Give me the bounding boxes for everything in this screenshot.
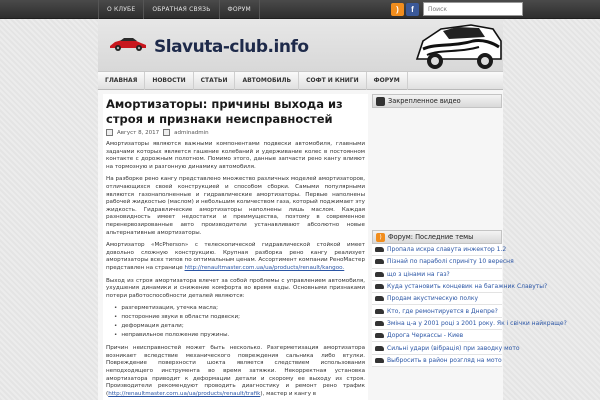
article-paragraph-1: Амортизаторы являются важными компонентами подвески автомобиля, главными задачами которых является гашение колебаний и удерживание колес в постоянном контакте с дорожным полотном. Помимо этого, данные запчасти рено кангу влияют на тормозную и разгонную динамику автомобиля. <box>106 141 365 170</box>
symptoms-list <box>114 304 365 340</box>
pinned-video-area[interactable] <box>372 108 502 230</box>
main-nav <box>98 71 503 90</box>
facebook-icon[interactable]: f <box>406 3 419 16</box>
topic-link[interactable]: Пропала искра славута инжектор 1.2 <box>387 246 507 254</box>
list-item[interactable] <box>372 281 548 293</box>
article-meta <box>106 129 365 136</box>
nav-news[interactable]: НОВОСТИ <box>145 72 193 90</box>
rss-icon[interactable]: ) <box>376 233 385 242</box>
calendar-icon <box>106 129 113 136</box>
car-icon <box>375 272 384 277</box>
site-title[interactable]: Slavuta-club.info <box>154 37 309 57</box>
car-icon <box>375 333 384 338</box>
pinned-video-header <box>372 94 502 108</box>
topic-link[interactable]: Зміна ц-а у 2001 році з 2001 року. Як і свічки найкраще? <box>387 319 567 327</box>
topic-link[interactable]: Сильні удари (вібрація) при заводку мото <box>387 344 520 352</box>
site-header <box>98 19 503 71</box>
top-bar <box>0 0 600 19</box>
rss-icon[interactable]: ) <box>391 3 404 16</box>
paragraph-3-text: Амортизатор «McPherson» с телескопической гидравлической стойкой имеет довольно сложную конструкцию. Крупная разборка рено кангу реализует амортизаторы всех типов по оптимальным ценам. Ассортимент компании РеноМастер представлен на странице <box>106 242 365 271</box>
top-nav <box>98 0 260 19</box>
list-item: • посторонние звуки в области подвески; <box>114 313 365 322</box>
renaultmaster-trafik-link[interactable]: http://renaultmaster.com.ua/ua/products/renault/trafik <box>108 390 261 397</box>
content-area <box>98 90 567 400</box>
sidebar <box>372 94 567 367</box>
article <box>103 94 368 400</box>
nav-home[interactable]: ГЛАВНАЯ <box>98 72 145 90</box>
nav-articles[interactable]: СТАТЬИ <box>194 72 236 90</box>
topic-link[interactable]: що з цінами на газ? <box>387 270 450 278</box>
list-item[interactable] <box>372 342 520 354</box>
nav-car[interactable]: АВТОМОБИЛЬ <box>235 72 299 90</box>
topnav-feedback[interactable]: ОБРАТНАЯ СВЯЗЬ <box>144 0 219 19</box>
list-item: • деформация детали; <box>114 322 365 331</box>
car-icon <box>375 284 384 289</box>
list-item[interactable] <box>372 293 502 305</box>
car-icon <box>375 346 384 351</box>
car-icon <box>375 296 384 301</box>
article-paragraph-4: Выход из строя амортизатора влечет за собой проблемы с управлением автомобиля, ухудшения динамики и снижение комфорта во время езды. Основными признаками потери работоспособности деталей являются: <box>106 277 365 299</box>
topic-link[interactable]: Выбросить в район розгляд на мото <box>387 356 502 364</box>
list-item[interactable] <box>372 244 507 256</box>
search-input[interactable] <box>423 2 523 16</box>
article-paragraph-3 <box>106 242 365 272</box>
car-icon <box>375 259 384 264</box>
renaultmaster-kangoo-link[interactable]: http://renaultmaster.com.ua/ua/products/renault/kangoo. <box>184 264 345 271</box>
article-title[interactable]: Амортизаторы: причины выхода из строя и признаки неисправностей <box>106 97 343 126</box>
article-date: Август 8, 2017 <box>117 129 160 136</box>
car-icon <box>375 321 384 326</box>
paragraph-5-text: Причин неисправностей может быть несколько. Разгерметизация амортизатора возникает вследствие механического повреждения сальника либо втулки. Повреждение поверхности шокта является следствием использования неподходящего инструмента во время затяжки. Некорректная установка амортизатора приводит к деформации детали и скорому ее выходу из строя. Производители рекомендуют проводить диагностику и ремонт рено трафик ( <box>106 345 365 397</box>
nav-soft-books[interactable]: СОФТ И КНИГИ <box>299 72 367 90</box>
car-icon <box>375 358 384 363</box>
topic-link[interactable]: Продам акустическую полку <box>387 295 479 303</box>
topic-link[interactable]: Куда установить концевик на багажник Славуты? <box>387 283 548 291</box>
forum-topics-header <box>372 230 502 244</box>
topnav-about[interactable]: О КЛУБЕ <box>98 0 144 19</box>
topnav-forum[interactable]: ФОРУМ <box>220 0 260 19</box>
sports-car-illustration-icon <box>413 19 503 71</box>
list-item[interactable] <box>372 269 502 281</box>
car-icon <box>375 309 384 314</box>
list-item[interactable] <box>372 355 502 367</box>
list-item: • разгерметизация, утечка масла; <box>114 304 365 313</box>
nav-forum[interactable]: ФОРУМ <box>367 72 408 90</box>
car-icon <box>375 247 384 252</box>
forum-topics-list <box>372 244 567 367</box>
topic-link[interactable]: Кто, где ремонтируется в Днепре? <box>387 307 498 315</box>
list-item[interactable] <box>372 330 502 342</box>
user-icon <box>163 129 170 136</box>
pinned-video-title: Закрепленное видео <box>388 97 461 105</box>
topic-link[interactable]: Дорога Черкассы - Киев <box>387 332 464 340</box>
list-item[interactable] <box>372 318 567 330</box>
article-paragraph-2: На разборке рено кангу представлено множество различных моделей амортизаторов, отличающихся своей конструкцией и способом сборки. Самыми популярными являются газонаполненные и гидравлические амортизаторы. Первые наполнены рабочей жидкостью (маслом) и небольшим количеством газа, который поджимает эту жидкость. Гидравлические амортизаторы наполнены лишь маслом. Каждая разновидность имеет недостатки и преимущества, поэтому в современное перенервозированные авто производители устанавливают абсолютно новые альтернативные амортизаторы. <box>106 176 365 236</box>
paragraph-5-tail: ), мастер и кангу в <box>260 390 317 397</box>
list-item[interactable] <box>372 256 514 268</box>
article-paragraph-5 <box>106 345 365 398</box>
forum-topics-title: Форум: Последние темы <box>388 233 474 241</box>
list-item[interactable] <box>372 305 502 317</box>
topic-link[interactable]: Пізнай по параболі сприніту 10 вересня <box>387 258 514 266</box>
car-icon <box>376 97 385 106</box>
article-author[interactable]: adminadmin <box>174 129 209 136</box>
list-item: • неправильное положение пружины. <box>114 331 365 340</box>
red-car-logo-icon <box>108 35 148 53</box>
